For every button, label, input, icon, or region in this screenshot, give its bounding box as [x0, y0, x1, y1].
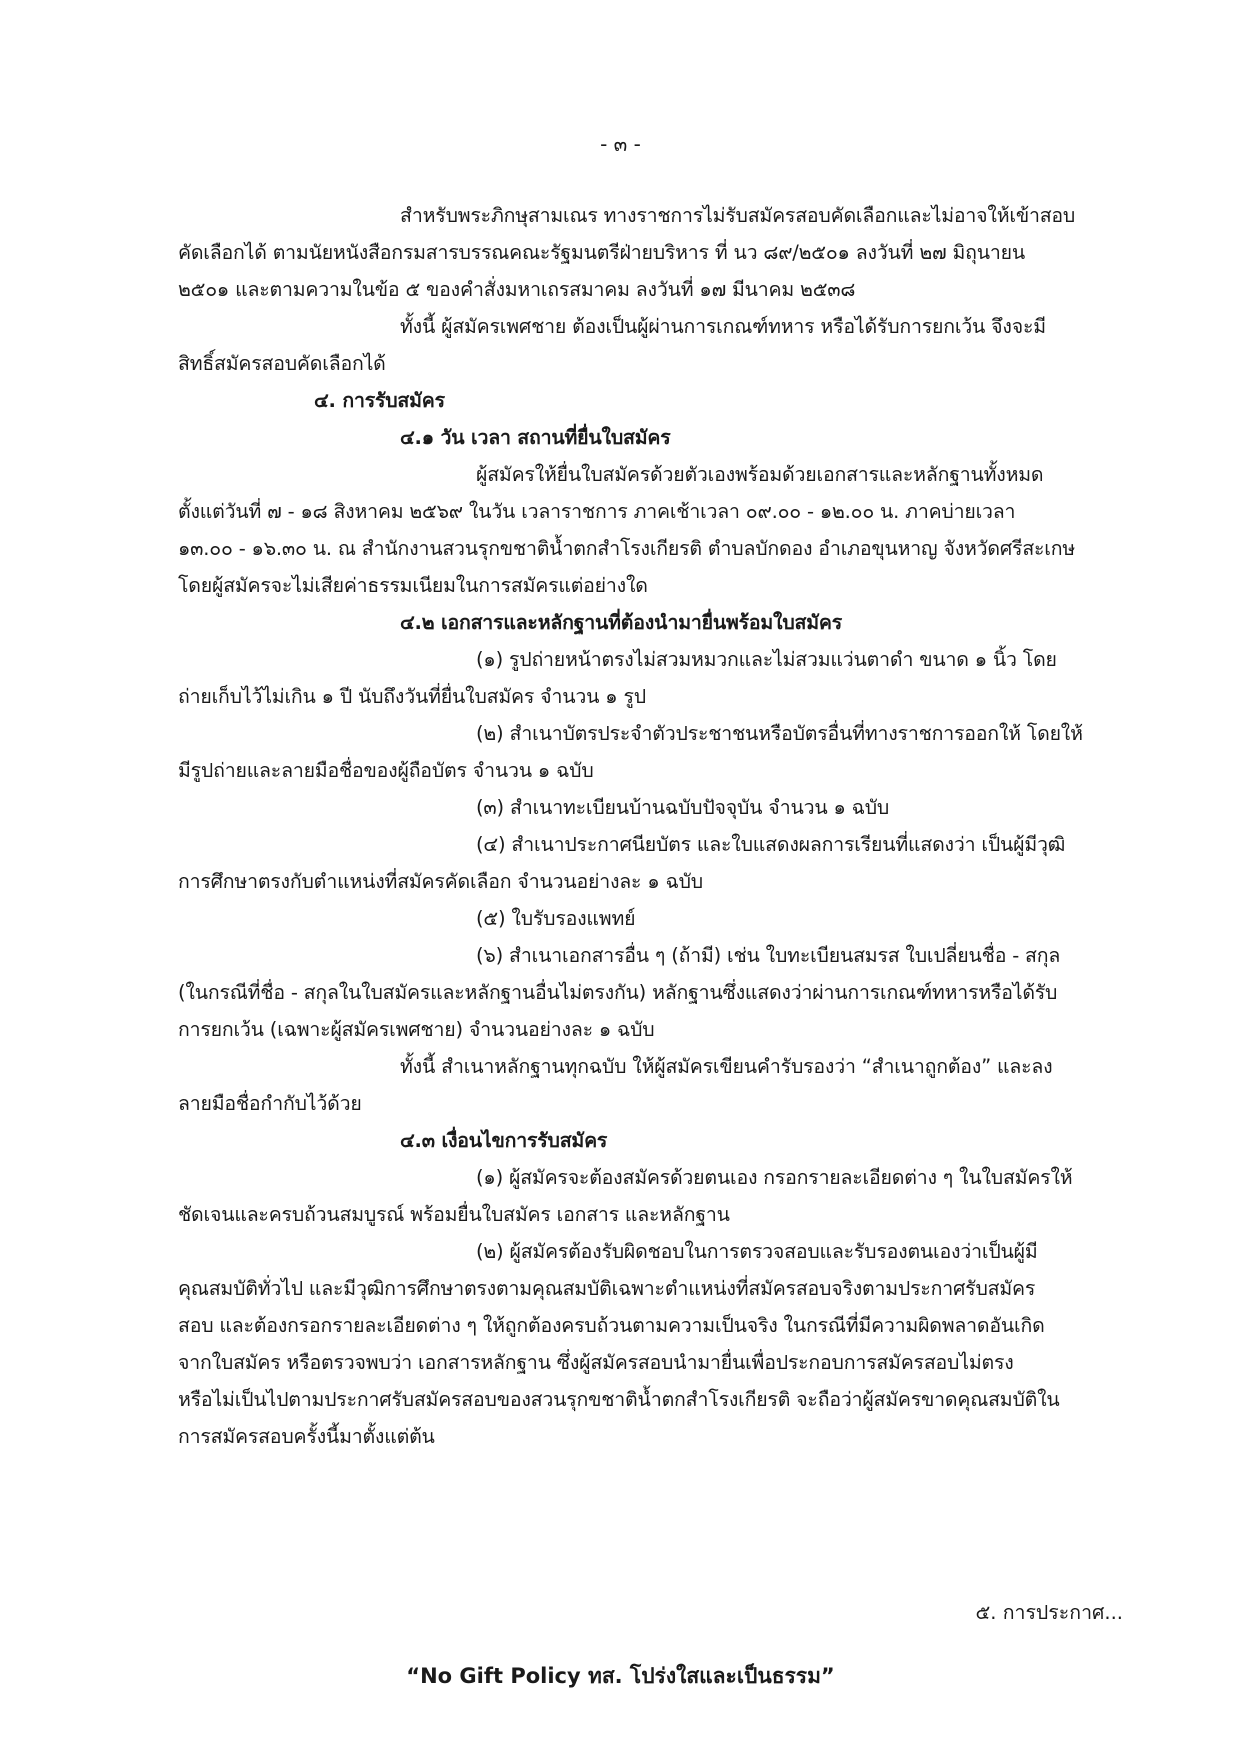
text-line: (๑) รูปถ่ายหน้าตรงไม่สวมหมวกและไม่สวมแว่นตาดำ ขนาด ๑ นิ้ว โดย [476, 648, 1057, 671]
list-item [178, 1159, 1118, 1233]
text-line: โดยผู้สมัครจะไม่เสียค่าธรรมเนียมในการสมัครแต่อย่างใด [178, 574, 648, 597]
text-line: (๑) ผู้สมัครจะต้องสมัครด้วยตนเอง กรอกรายละเอียดต่าง ๆ ในใบสมัครให้ [476, 1166, 1073, 1189]
list-item [178, 789, 1118, 826]
list-item [178, 826, 1118, 900]
section-heading: ๔. การรับสมัคร [314, 389, 445, 412]
text-line: ๒๕๐๑ และตามความในข้อ ๕ ของคำสั่งมหาเถรสมาคม ลงวันที่ ๑๗ มีนาคม ๒๕๓๘ [178, 278, 856, 301]
document-body [178, 197, 1118, 1455]
footer-slogan: “No Gift Policy ทส. โปร่งใสและเป็นธรรม” [406, 1664, 835, 1688]
text-line: (๒) สำเนาบัตรประจำตัวประชาชนหรือบัตรอื่นที่ทางราชการออกให้ โดยให้ [476, 722, 1083, 745]
list-item [178, 715, 1118, 789]
page-number: - ๓ - [600, 132, 641, 156]
text-line: สอบ และต้องกรอกรายละเอียดต่าง ๆ ให้ถูกต้องครบถ้วนตามความเป็นจริง ในกรณีที่มีความผิดพลาดอันเกิด [178, 1314, 1045, 1337]
text-line: มีรูปถ่ายและลายมือชื่อของผู้ถือบัตร จำนวน ๑ ฉบับ [178, 759, 594, 782]
text-line: (๕) ใบรับรองแพทย์ [476, 907, 636, 930]
text-line: จากใบสมัคร หรือตรวจพบว่า เอกสารหลักฐาน ซึ่งผู้สมัครสอบนำมายื่นเพื่อประกอบการสมัครสอบไม่ตรง [178, 1351, 1014, 1374]
text-line: การยกเว้น (เฉพาะผู้สมัครเพศชาย) จำนวนอย่างละ ๑ ฉบับ [178, 1018, 655, 1041]
text-line: การศึกษาตรงกับตำแหน่งที่สมัครคัดเลือก จำนวนอย่างละ ๑ ฉบับ [178, 870, 703, 893]
text-line: ผู้สมัครให้ยื่นใบสมัครด้วยตัวเองพร้อมด้วยเอกสารและหลักฐานทั้งหมด [476, 463, 1044, 486]
text-line: (๔) สำเนาประกาศนียบัตร และใบแสดงผลการเรียนที่แสดงว่า เป็นผู้มีวุฒิ [476, 833, 1066, 856]
text-line: ตั้งแต่วันที่ ๗ - ๑๘ สิงหาคม ๒๕๖๙ ในวัน เวลาราชการ ภาคเช้าเวลา ๐๙.๐๐ - ๑๒.๐๐ น. ภาคบ่ายเวลา [178, 500, 1016, 523]
paragraph-military [178, 308, 1118, 382]
text-line: ลายมือชื่อกำกับไว้ด้วย [178, 1092, 362, 1115]
paragraph-monks [178, 197, 1118, 308]
text-line: สำหรับพระภิกษุสามเณร ทางราชการไม่รับสมัครสอบคัดเลือกและไม่อาจให้เข้าสอบ [400, 204, 1076, 227]
text-line: คัดเลือกได้ ตามนัยหนังสือกรมสารบรรณคณะรัฐมนตรีฝ่ายบริหาร ที่ นว ๘๙/๒๕๐๑ ลงวันที่ ๒๗ มิถุนายน [178, 241, 1025, 264]
text-line: ถ่ายเก็บไว้ไม่เกิน ๑ ปี นับถึงวันที่ยื่นใบสมัคร จำนวน ๑ รูป [178, 685, 646, 708]
list-item [178, 900, 1118, 937]
text-line: การสมัครสอบครั้งนี้มาตั้งแต่ต้น [178, 1425, 435, 1448]
list-item [178, 1233, 1118, 1455]
text-line: หรือไม่เป็นไปตามประกาศรับสมัครสอบของสวนรุกขชาติน้ำตกสำโรงเกียรติ จะถือว่าผู้สมัครขาดคุณสมบัติใน [178, 1388, 1060, 1411]
text-line: (๓) สำเนาทะเบียนบ้านฉบับปัจจุบัน จำนวน ๑ ฉบับ [476, 796, 890, 819]
text-line: ทั้งนี้ ผู้สมัครเพศชาย ต้องเป็นผู้ผ่านการเกณฑ์ทหาร หรือได้รับการยกเว้น จึงจะมี [400, 315, 1046, 338]
subsection-heading: ๔.๓ เงื่อนไขการรับสมัคร [400, 1129, 608, 1152]
text-line: ทั้งนี้ สำเนาหลักฐานทุกฉบับ ให้ผู้สมัครเขียนคำรับรองว่า “สำเนาถูกต้อง” และลง [400, 1055, 1053, 1078]
text-line: (ในกรณีที่ชื่อ - สกุลในใบสมัครและหลักฐานอื่นไม่ตรงกัน) หลักฐานซึ่งแสดงว่าผ่านการเกณฑ์ทหารหรือได้รับ [178, 981, 1058, 1004]
subsection-heading: ๔.๒ เอกสารและหลักฐานที่ต้องนำมายื่นพร้อมใบสมัคร [400, 611, 843, 634]
list-item [178, 641, 1118, 715]
subsection-heading: ๔.๑ วัน เวลา สถานที่ยื่นใบสมัคร [400, 426, 671, 449]
text-line: (๖) สำเนาเอกสารอื่น ๆ (ถ้ามี) เช่น ใบทะเบียนสมรส ใบเปลี่ยนชื่อ - สกุล [476, 944, 1061, 967]
continuation-note: ๕. การประกาศ... [975, 1601, 1123, 1624]
text-line: (๒) ผู้สมัครต้องรับผิดชอบในการตรวจสอบและรับรองตนเองว่าเป็นผู้มี [476, 1240, 1038, 1263]
list-item [178, 937, 1118, 1048]
paragraph-certify-copies [178, 1048, 1118, 1122]
text-line: ๑๓.๐๐ - ๑๖.๓๐ น. ณ สำนักงานสวนรุกขชาติน้ำตกสำโรงเกียรติ ตำบลบักดอง อำเภอขุนหาญ จังหวัดศรีสะเกษ [178, 537, 1076, 560]
paragraph-application-time [178, 456, 1118, 604]
text-line: คุณสมบัติทั่วไป และมีวุฒิการศึกษาตรงตามคุณสมบัติเฉพาะตำแหน่งที่สมัครสอบจริงตามประกาศรับสมัคร [178, 1277, 1036, 1300]
text-line: ชัดเจนและครบถ้วนสมบูรณ์ พร้อมยื่นใบสมัคร เอกสาร และหลักฐาน [178, 1203, 730, 1226]
text-line: สิทธิ์สมัครสอบคัดเลือกได้ [178, 352, 386, 375]
